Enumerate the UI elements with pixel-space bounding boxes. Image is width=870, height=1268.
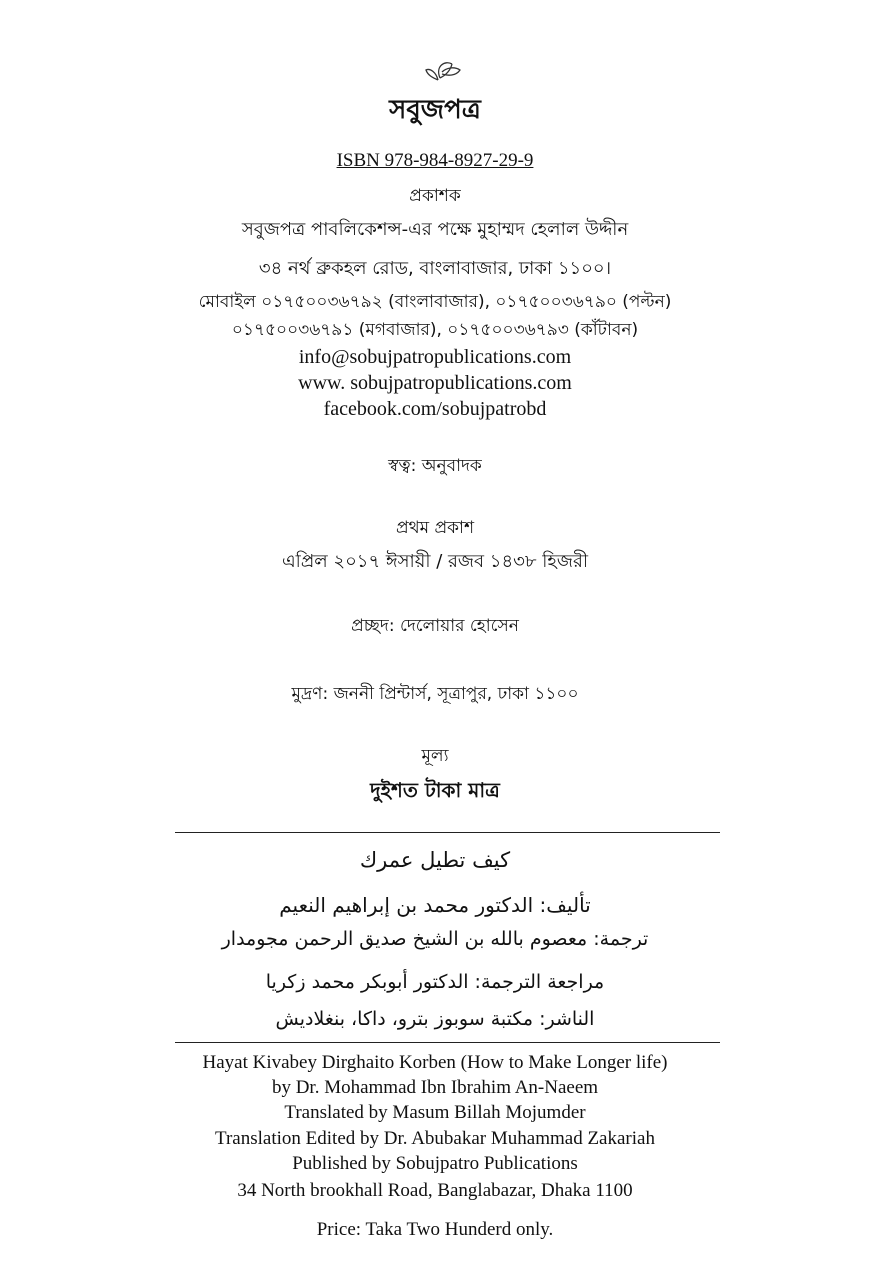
price-heading: মূল্য (421, 746, 449, 766)
english-publisher: Published by Sobujpatro Publications (292, 1153, 578, 1174)
english-editor: Translation Edited by Dr. Abubakar Muhammad Zakariah (215, 1128, 655, 1149)
copyright: স্বত্ব: অনুবাদক (388, 456, 482, 476)
svg-text:সবুজপত্র: সবুজপত্র (389, 95, 481, 125)
divider-bottom (175, 1042, 720, 1043)
divider-top (175, 832, 720, 833)
price-value: দুইশত টাকা মাত্র (370, 778, 500, 802)
isbn: ISBN 978-984-8927-29-9 (336, 150, 534, 171)
publisher-phones-1: মোবাইল ০১৭৫০০৩৬৭৯২ (বাংলাবাজার), ০১৭৫০০৩৬৭৯০ (পল্টন) (198, 292, 672, 312)
english-author: by Dr. Mohammad Ibn Ibrahim An-Naeem (271, 1077, 599, 1098)
first-edition-date: এপ্রিল ২০১৭ ঈসায়ী / রজব ১৪৩৮ হিজরী (281, 551, 589, 572)
arabic-publisher: الناشر: مكتبة سوبوز بترو، داكا، بنغلاديش (275, 1008, 595, 1030)
first-edition-heading: প্রথম প্রকাশ (395, 518, 475, 538)
publisher-name: সবুজপত্র পাবলিকেশন্স-এর পক্ষে মুহাম্মদ হেলাল উদ্দীন (241, 219, 629, 240)
arabic-review: مراجعة الترجمة: الدكتور أبوبكر محمد زكريا (265, 971, 605, 993)
english-title: Hayat Kivabey Dirghaito Korben (How to Make Longer life) (202, 1052, 668, 1073)
cover-credit: প্রচ্ছদ: দেলোয়ার হোসেন (351, 616, 519, 636)
arabic-translation: ترجمة: معصوم بالله بن الشيخ صديق الرحمن مجومدار (221, 928, 649, 950)
publisher-facebook: facebook.com/sobujpatrobd (323, 398, 547, 420)
english-translator: Translated by Masum Billah Mojumder (284, 1102, 586, 1123)
publisher-address: ৩৪ নর্থ ব্রুকহল রোড, বাংলাবাজার, ঢাকা ১১০০। (258, 258, 612, 279)
arabic-title: كيف تطيل عمرك (359, 848, 511, 872)
publisher-logo (380, 58, 490, 128)
english-price: Price: Taka Two Hunderd only. (316, 1219, 554, 1240)
publisher-phones-2: ০১৭৫০০৩৬৭৯১ (মগবাজার), ০১৭৫০০৩৬৭৯৩ (কাঁটাবন) (231, 320, 639, 340)
publisher-website: www. sobujpatropublications.com (298, 372, 572, 394)
english-address: 34 North brookhall Road, Banglabazar, Dhaka 1100 (237, 1180, 633, 1201)
publisher-email: info@sobujpatropublications.com (298, 346, 572, 368)
printing-credit: মুদ্রণ: জননী প্রিন্টার্স, সূত্রাপুর, ঢাকা ১১০০ (291, 684, 579, 704)
arabic-author: تأليف: الدكتور محمد بن إبراهيم النعيم (279, 893, 591, 917)
publisher-heading: প্রকাশক (409, 186, 461, 206)
